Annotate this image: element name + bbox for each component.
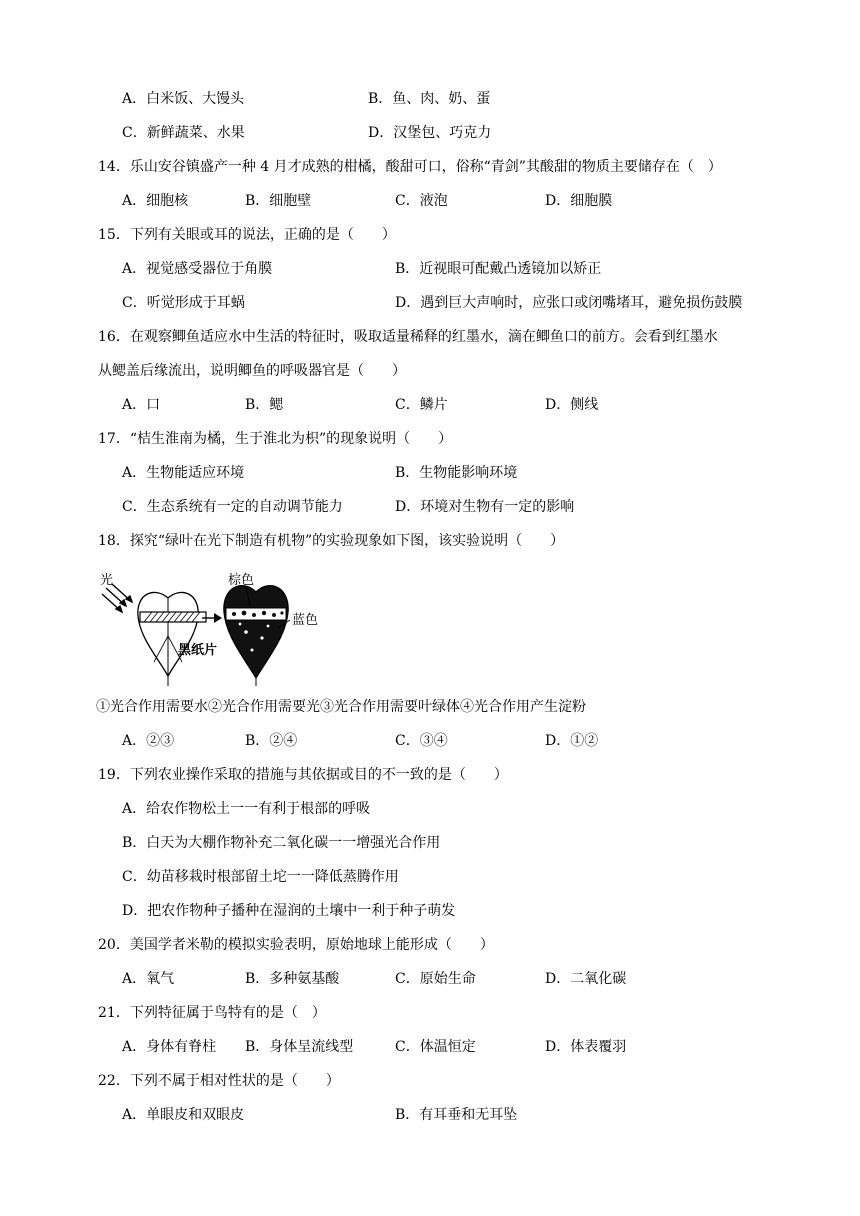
q21-option-c: C．体温恒定 [395, 1039, 476, 1055]
q20-option-a: A．氧气 [122, 971, 175, 987]
q16-stem-line2: 从鳃盖后缘流出，说明鲫鱼的呼吸器官是（ ） [98, 363, 406, 379]
q17-option-a: A．生物能适应环境 [122, 465, 245, 481]
black-paper-strip-icon [140, 612, 206, 622]
q20-option-d: D．二氧化碳 [545, 971, 627, 987]
q18-stem: 18．探究“绿叶在光下制造有机物”的实验现象如下图，该实验说明（ ） [98, 533, 565, 549]
leaf-experiment-figure [96, 566, 326, 688]
q18-option-b: B．②④ [245, 733, 298, 749]
q13-option-d: D．汉堡包、巧克力 [368, 125, 492, 141]
q20-option-c: C．原始生命 [395, 971, 476, 987]
q22-option-b: B．有耳垂和无耳坠 [395, 1107, 518, 1123]
q14-option-c: C．液泡 [395, 193, 448, 209]
q20-stem: 20．美国学者米勒的模拟实验表明，原始地球上能形成（ ） [98, 937, 494, 953]
q21-option-a: A．身体有脊柱 [122, 1039, 217, 1055]
q18-option-a: A．②③ [122, 733, 175, 749]
q17-option-b: B．生物能影响环境 [395, 465, 518, 481]
q15-stem: 15．下列有关眼或耳的说法，正确的是（ ） [98, 227, 396, 243]
q14-option-b: B．细胞壁 [245, 193, 312, 209]
q16-stem-line1: 16．在观察鲫鱼适应水中生活的特征时，吸取适量稀释的红墨水，滴在鲫鱼口的前方。会看到红墨水 [98, 329, 718, 345]
q16-option-c: C．鳞片 [395, 397, 448, 413]
q17-option-d: D．环境对生物有一定的影响 [395, 499, 575, 515]
q19-option-b: B．白天为大棚作物补充二氧化碳一一增强光合作用 [122, 835, 441, 851]
brown-label: 棕色 [228, 573, 255, 588]
q16-option-d: D．侧线 [545, 397, 599, 413]
q19-option-a: A．给农作物松土一一有利于根部的呼吸 [122, 801, 371, 817]
q13-option-b: B．鱼、肉、奶、蛋 [368, 91, 491, 107]
light-rays-icon [102, 584, 132, 612]
q14-option-a: A．细胞核 [122, 193, 189, 209]
q18-option-d: D．①② [545, 733, 599, 749]
q13-option-a: A．白米饭、大馒头 [122, 91, 245, 107]
q15-option-c: C．听觉形成于耳蜗 [122, 295, 245, 311]
q14-option-d: D．细胞膜 [545, 193, 613, 209]
q15-option-b: B．近视眼可配戴凸透镜加以矫正 [395, 261, 602, 277]
q15-option-a: A．视觉感受器位于角膜 [122, 261, 273, 277]
q16-option-b: B．鳃 [245, 397, 284, 413]
leaf-before-icon [138, 592, 198, 686]
q13-option-c: C．新鲜蔬菜、水果 [122, 125, 245, 141]
q21-stem: 21．下列特征属于鸟特有的是（ ） [98, 1005, 326, 1021]
q16-option-a: A．口 [122, 397, 161, 413]
q22-stem: 22．下列不属于相对性状的是（ ） [98, 1073, 340, 1089]
q17-stem: 17．“桔生淮南为橘，生于淮北为枳”的现象说明（ ） [98, 431, 453, 447]
blue-label: 蓝色 [292, 613, 319, 628]
q22-option-a: A．单眼皮和双眼皮 [122, 1107, 245, 1123]
q14-stem: 14．乐山安谷镇盛产一种 4 月才成熟的柑橘，酸甜可口，俗称“青剑”其酸甜的物质主要储存在（ ） [98, 159, 722, 175]
q18-option-c: C．③④ [395, 733, 448, 749]
q15-option-d: D．遇到巨大声响时，应张口或闭嘴堵耳，避免损伤鼓膜 [395, 295, 743, 311]
light-label: 光 [100, 573, 114, 588]
q19-option-d: D．把农作物种子播种在湿润的土壤中一利于种子萌发 [122, 903, 456, 919]
q19-option-c: C．幼苗移栽时根部留土坨一一降低蒸腾作用 [122, 869, 399, 885]
q17-option-c: C．生态系统有一定的自动调节能力 [122, 499, 343, 515]
black-paper-label: 黑纸片 [178, 643, 218, 658]
q20-option-b: B．多种氨基酸 [245, 971, 340, 987]
q21-option-b: B．身体呈流线型 [245, 1039, 354, 1055]
q19-stem: 19．下列农业操作采取的措施与其依据或目的不一致的是（ ） [98, 767, 508, 783]
leaf-after-icon [224, 586, 288, 686]
q18-statement: ①光合作用需要水②光合作用需要光③光合作用需要叶绿体④光合作用产生淀粉 [96, 699, 586, 715]
q21-option-d: D．体表覆羽 [545, 1039, 627, 1055]
